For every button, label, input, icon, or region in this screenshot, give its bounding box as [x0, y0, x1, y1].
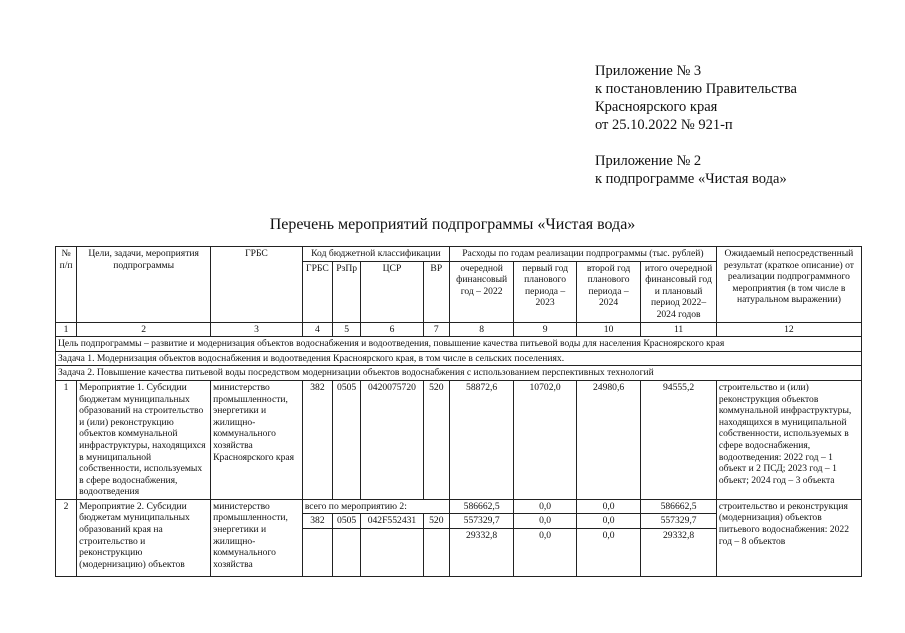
- row2-a-y2023: 0,0: [514, 514, 576, 529]
- approval-header: [595, 62, 797, 188]
- row1-y2023: 10702,0: [514, 380, 576, 499]
- col-number: 7: [423, 322, 449, 337]
- row1-y2024: 24980,6: [576, 380, 640, 499]
- row2-csr: 042F552431: [361, 514, 423, 529]
- appendix3-line: Приложение № 3: [595, 63, 702, 79]
- row2-grbs: министерство промышленности, энергетики и жилищно-коммунального хозяйства: [211, 499, 303, 576]
- row2-a-y2024: 0,0: [576, 514, 640, 529]
- row1-rzpr: 0505: [333, 380, 361, 499]
- col-number: 3: [211, 322, 303, 337]
- goal-row: [56, 337, 862, 352]
- row1-csr: 0420075720: [361, 380, 423, 499]
- row1-result: строительство и (или) реконструкция объектов коммунальной инфраструктуры, находящихся в муниципальной собственности, используемых в сфере водоснабжения, водоотведения: 2022 год – 1 объект и 2 ПСД; 2023 год – 1 объект; 2024 год – 3 объекта: [716, 380, 861, 499]
- to-resolution-line: к постановлению Правительства: [595, 81, 797, 97]
- header-vr: ВР: [423, 261, 449, 322]
- header-y2023: первый год планового периода – 2023: [514, 261, 576, 322]
- to-subprogram-line: к подпрограмме «Чистая вода»: [595, 171, 787, 187]
- col-number: 8: [449, 322, 513, 337]
- row2-total-sum: 586662,5: [641, 499, 717, 514]
- header-goals: Цели, задачи, мероприятия подпрограммы: [77, 247, 211, 323]
- col-number: 4: [302, 322, 332, 337]
- row2-a-y2022: 557329,7: [449, 514, 513, 529]
- row1-num: 1: [56, 380, 77, 499]
- header-grbs-code: ГРБС: [302, 261, 332, 322]
- row2-b-total: 29332,8: [641, 529, 717, 577]
- measures-table: [55, 246, 862, 577]
- task2-text: Задача 2. Повышение качества питьевой воды посредством модернизации объектов водоснабжения с использованием перспективных технологий: [56, 366, 862, 381]
- row2-b-y2022: 29332,8: [449, 529, 513, 577]
- row1-y2022: 58872,6: [449, 380, 513, 499]
- table-row: [56, 499, 862, 514]
- col-number: 11: [641, 322, 717, 337]
- col-number: 10: [576, 322, 640, 337]
- row2-total-y2023: 0,0: [514, 499, 576, 514]
- header-budget-code: Код бюджетной классификации: [302, 247, 449, 262]
- appendix2-line: Приложение № 2: [595, 153, 702, 169]
- row2-num: 2: [56, 499, 77, 576]
- row1-vr: 520: [423, 380, 449, 499]
- row2-result: строительство и реконструкция (модернизация) объектов питьевого водоснабжения: 2022 год – 8 объектов: [716, 499, 861, 576]
- header-grbs: ГРБС: [211, 247, 303, 323]
- row2-b-y2024: 0,0: [576, 529, 640, 577]
- row1-grbs: министерство промышленности, энергетики и жилищно-коммунального хозяйства Красноярского края: [211, 380, 303, 499]
- row2-b-y2023: 0,0: [514, 529, 576, 577]
- row2-total-y2024: 0,0: [576, 499, 640, 514]
- row2-rzpr: 0505: [333, 514, 361, 529]
- date-line: от 25.10.2022 № 921-п: [595, 117, 733, 133]
- task2-row: [56, 366, 862, 381]
- col-number: 9: [514, 322, 576, 337]
- header-y2024: второй год планового периода – 2024: [576, 261, 640, 322]
- header-rzpr: РзПр: [333, 261, 361, 322]
- header-num: № п/п: [56, 247, 77, 323]
- header-csr: ЦСР: [361, 261, 423, 322]
- header-y2022: очередной финансовый год – 2022: [449, 261, 513, 322]
- task1-text: Задача 1. Модернизация объектов водоснабжения и водоотведения Красноярского края, в том числе в сельских поселениях.: [56, 351, 862, 366]
- row2-total-y2022: 586662,5: [449, 499, 513, 514]
- table-row: [56, 380, 862, 499]
- row2-vr: 520: [423, 514, 449, 529]
- header-row-1: [56, 247, 862, 262]
- goal-text: Цель подпрограммы – развитие и модернизация объектов водоснабжения и водоотведения, повышение качества питьевой воды для населения Красноярского края: [56, 337, 862, 352]
- header-expenses: Расходы по годам реализации подпрограммы (тыс. рублей): [449, 247, 716, 262]
- column-numbers-row: [56, 322, 862, 337]
- row1-total: 94555,2: [641, 380, 717, 499]
- region-line: Красноярского края: [595, 99, 718, 115]
- row2-total-label: всего по мероприятию 2:: [302, 499, 449, 514]
- col-number: 2: [77, 322, 211, 337]
- row1-code: 382: [302, 380, 332, 499]
- col-number: 5: [333, 322, 361, 337]
- task1-row: [56, 351, 862, 366]
- row2-code: 382: [302, 514, 332, 529]
- header-result: Ожидаемый непосредственный результат (краткое описание) от реализации подпрограммного мероприятия (в том числе в натуральном выражении): [716, 247, 861, 323]
- col-number: 12: [716, 322, 861, 337]
- row2-name: Мероприятие 2. Субсидии бюджетам муниципальных образований края на строительство и реконструкцию (модернизацию) объектов: [77, 499, 211, 576]
- row2-a-total: 557329,7: [641, 514, 717, 529]
- col-number: 6: [361, 322, 423, 337]
- header-total: итого очередной финансовый год и плановый период 2022–2024 годов: [641, 261, 717, 322]
- col-number: 1: [56, 322, 77, 337]
- document-title: Перечень мероприятий подпрограммы «Чистая вода»: [269, 216, 636, 233]
- row1-name: Мероприятие 1. Субсидии бюджетам муниципальных образований на строительство и (или) реконструкцию объектов коммунальной инфраструктуры, находящихся в муниципальной собственности, используемых в сфере водоснабжения, водоотведения: [77, 380, 211, 499]
